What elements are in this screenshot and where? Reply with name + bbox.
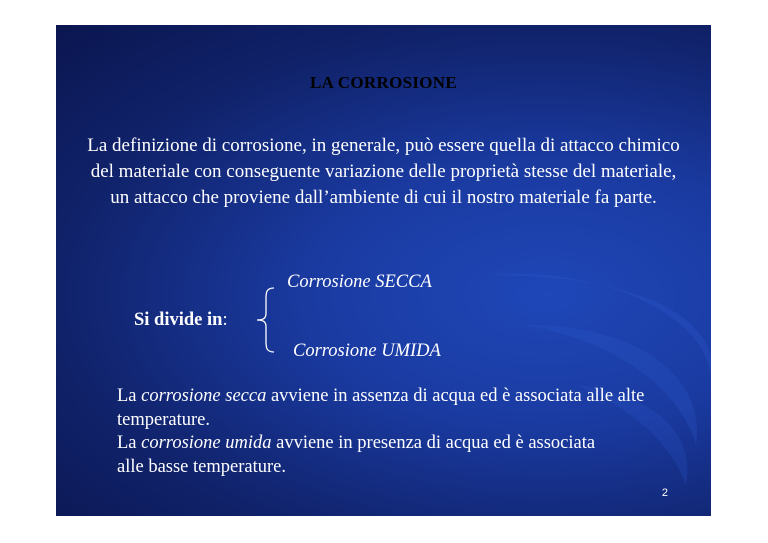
note-wet-text-cont: alle basse temperature.: [117, 456, 286, 477]
corrosion-type-dry: Corrosione SECCA: [287, 272, 432, 292]
note-dry-term: corrosione secca: [141, 386, 267, 406]
divide-label-colon: :: [222, 310, 228, 330]
note-wet: [117, 432, 697, 479]
slide-title: LA CORROSIONE: [309, 73, 457, 92]
divide-label-text: Si divide in: [134, 310, 223, 330]
note-dry-text: avviene in assenza di acqua ed è associata alle alte: [266, 386, 645, 406]
note-dry-text-cont: temperature.: [117, 409, 210, 430]
page-number: 2: [661, 487, 668, 499]
divide-label: [134, 310, 228, 331]
slide: [56, 25, 711, 516]
note-wet-prefix: La: [117, 433, 142, 453]
note-wet-term: corrosione umida: [141, 433, 272, 453]
note-wet-text: avviene in presenza di acqua ed è associata: [271, 433, 596, 453]
curly-brace-icon: [254, 287, 278, 353]
note-dry-prefix: La: [117, 386, 142, 406]
notes-block: [117, 385, 697, 479]
corrosion-type-wet: Corrosione UMIDA: [293, 341, 441, 361]
note-dry: [117, 385, 697, 432]
definition-paragraph: La definizione di corrosione, in generale, può essere quella di attacco chimico del materiale con conseguente variazione delle proprietà stesse del materiale, un attacco che proviene dall’ambiente di cui il nostro materiale fa parte.: [87, 135, 680, 208]
